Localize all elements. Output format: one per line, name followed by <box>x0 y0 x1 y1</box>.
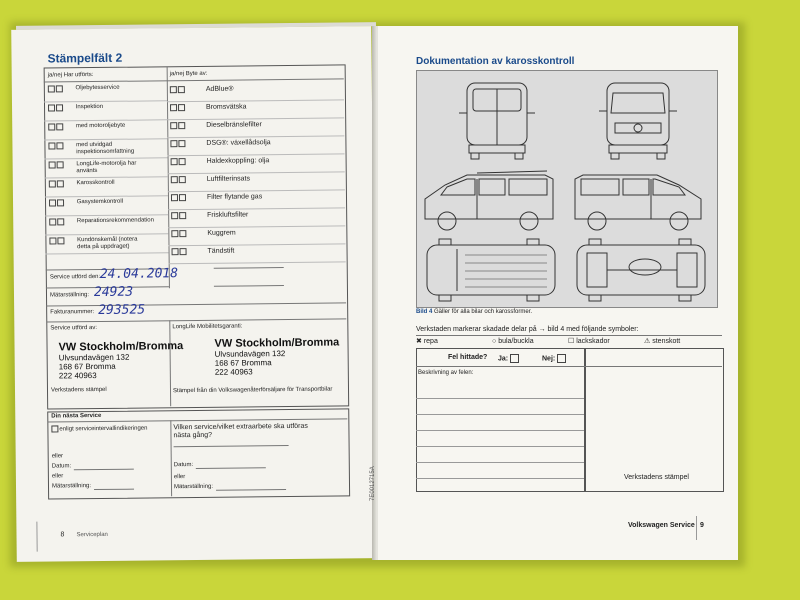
check-row <box>48 103 166 112</box>
stamp-address1: Ulvsundavägen 132 <box>214 349 286 359</box>
invoice-label: Fakturanummer: <box>50 309 95 316</box>
workshop-stamp <box>58 340 183 380</box>
service-date-label: Service utförd den: <box>49 273 101 281</box>
checkbox-yes[interactable] <box>49 161 56 168</box>
van-diagram-svg <box>417 71 717 307</box>
left-page-title: Stämpelfält 2 <box>47 50 123 66</box>
checkbox-no[interactable] <box>178 86 185 93</box>
check-row <box>172 246 342 256</box>
check-row <box>171 228 341 238</box>
mileage-label: Mätarställning: <box>51 483 92 490</box>
mileage-label: Mätarställning: <box>49 292 90 299</box>
check-row-label: Filter flytande gas <box>206 193 263 202</box>
damage-symbol-label: repa <box>423 338 438 345</box>
kaross-diagram <box>416 70 718 308</box>
date-label: Datum: <box>173 462 194 469</box>
checkbox-yes[interactable] <box>48 104 55 111</box>
check-row <box>171 192 341 202</box>
mileage-value[interactable]: 24923 <box>93 284 134 301</box>
damage-symbol-item <box>568 338 644 346</box>
checkbox-yes[interactable] <box>49 199 56 206</box>
check-row-label: AdBlue® <box>205 85 234 94</box>
checkbox-yes[interactable] <box>170 104 177 111</box>
checkbox-no[interactable] <box>178 140 185 147</box>
check-row-label: Tändstift <box>207 247 235 256</box>
check-row <box>170 138 340 148</box>
check-row-label: Luftfilterinsats <box>206 175 250 184</box>
fault-desc-label: Beskrivning av felen: <box>418 370 474 376</box>
check-row-label: Dieselbränslefilter <box>206 121 262 130</box>
side-code: 7E0012715A <box>370 466 376 501</box>
checkbox-yes[interactable] <box>49 218 56 225</box>
or-label: eller <box>173 474 186 481</box>
no-checkbox[interactable] <box>557 354 566 363</box>
stamp-name: VW Stockholm/Bromma <box>214 336 340 350</box>
checkbox-no[interactable] <box>57 161 64 168</box>
mileage-label: Mätarställning: <box>173 483 214 491</box>
checkbox-yes[interactable] <box>171 212 178 219</box>
checkbox-no[interactable] <box>57 237 64 244</box>
checkbox-no[interactable] <box>56 85 63 92</box>
checkbox-yes[interactable] <box>170 140 177 147</box>
checkbox-no[interactable] <box>179 212 186 219</box>
date-label: Datum: <box>51 463 72 470</box>
workshop-stamp-label: Verkstadens stämpel <box>50 386 107 394</box>
next-service-indicator <box>51 424 147 433</box>
no-label <box>542 354 567 363</box>
checkbox-no[interactable] <box>178 104 185 111</box>
check-row-label: Reparationsrekommendation <box>76 217 154 225</box>
left-page-number: 8 <box>60 531 65 539</box>
check-row <box>49 236 167 251</box>
check-row <box>49 160 167 175</box>
checkbox-no[interactable] <box>56 142 63 149</box>
check-row <box>170 120 340 130</box>
damage-symbol-item <box>492 338 568 346</box>
stamp-address1: Ulvsundavägen 132 <box>58 352 130 363</box>
damage-symbol-label: stenskott <box>652 338 681 345</box>
figure-caption-bold: Bild 4 <box>416 309 433 315</box>
fault-line[interactable] <box>416 446 584 447</box>
check-row-label: Bromsvätska <box>205 103 247 112</box>
service-date-value[interactable]: 24.04.2018 <box>99 266 179 282</box>
checkbox-no[interactable] <box>179 158 186 165</box>
marking-instruction: Verkstaden markerar skadade delar på → bild 4 med följande symboler: <box>416 326 639 333</box>
checkbox-no[interactable] <box>179 194 186 201</box>
left-page <box>11 26 377 562</box>
yes-text: Ja: <box>498 355 509 363</box>
damage-symbols <box>416 338 722 346</box>
van-right-side-view <box>575 175 701 230</box>
stamp-phone: 222 40963 <box>58 371 97 381</box>
checkbox-yes[interactable] <box>171 230 178 237</box>
left-page-footer: Serviceplan <box>76 531 108 539</box>
checkbox-yes[interactable] <box>48 142 55 149</box>
check-row <box>171 156 341 166</box>
damage-symbol-label: bula/buckla <box>498 338 534 345</box>
checkbox-no[interactable] <box>180 248 187 255</box>
col-left-header: ja/nej Har utförts: <box>47 72 94 79</box>
check-row-label: med utvidgad inspektionsomfattning <box>76 141 135 156</box>
right-page-title: Dokumentation av karosskontroll <box>416 56 575 67</box>
fault-line[interactable] <box>416 462 584 463</box>
checkbox-yes[interactable] <box>171 158 178 165</box>
right-page-number: 9 <box>700 522 704 529</box>
damage-symbol-item <box>644 338 720 346</box>
check-row-label: Kundönskemål (notera detta på uppdraget) <box>77 236 138 251</box>
checkbox-yes[interactable] <box>171 176 178 183</box>
col-right-header: ja/nej Byte av: <box>169 70 208 78</box>
van-rear-view <box>459 83 535 159</box>
checkbox-yes[interactable] <box>170 122 177 129</box>
van-underbody-view <box>577 239 705 301</box>
no-text: Nej: <box>542 355 556 363</box>
check-row-label: DSG®: växellådsolja <box>206 139 271 148</box>
check-row <box>48 84 166 93</box>
right-footer-brand: Volkswagen Service <box>628 522 695 529</box>
check-row-label: Oljebytesservice <box>75 84 120 92</box>
footer-rule <box>36 522 37 552</box>
figure-caption-text: Gäller för alla bilar och karossformer. <box>434 309 533 315</box>
checkbox-no[interactable] <box>57 180 64 187</box>
checkbox-yes[interactable] <box>172 248 179 255</box>
service-by-label: Service utförd av: <box>50 325 98 332</box>
check-row <box>48 122 166 131</box>
check-row <box>171 210 341 220</box>
invoice-value[interactable]: 293525 <box>98 302 146 319</box>
dealer-stamp <box>214 336 339 376</box>
checkbox-no[interactable] <box>56 123 63 130</box>
right-page <box>370 26 738 560</box>
damage-symbol-icon: ☐ <box>568 338 575 345</box>
checkbox-yes[interactable] <box>49 180 56 187</box>
check-row-label: Gasystemkontroll <box>76 198 124 206</box>
indicator-text: enligt serviceintervallindikeringen <box>59 425 148 433</box>
fault-line[interactable] <box>416 478 584 479</box>
check-row-label: Friskluftsfilter <box>207 211 249 220</box>
check-row <box>170 84 340 94</box>
footer-rule <box>696 516 697 540</box>
damage-symbol-icon: ⚠ <box>644 338 651 345</box>
van-front-view <box>599 83 677 159</box>
check-row <box>171 174 341 184</box>
fault-found-label: Fel hittade? <box>448 354 488 361</box>
stamp-address2: 168 67 Bromma <box>58 361 116 372</box>
extra-work-question: Vilken service/vilket extraarbete ska utföras nästa gång? <box>173 422 308 440</box>
figure-caption <box>416 309 532 316</box>
damage-symbol-icon: ✖ <box>416 338 422 345</box>
row-line <box>416 335 722 336</box>
stamp-name: VW Stockholm/Bromma <box>58 340 184 354</box>
dealer-stamp-label: Stämpel från din Volkswagenåterförsäljare för Transportbilar <box>172 386 333 395</box>
stamp-phone: 222 40963 <box>214 367 253 377</box>
checkbox-yes[interactable] <box>49 237 56 244</box>
check-row <box>49 198 167 207</box>
damage-symbol-label: lackskador <box>576 338 610 345</box>
check-row <box>49 217 167 226</box>
fault-line[interactable] <box>416 414 584 415</box>
fault-line[interactable] <box>416 398 584 399</box>
or-label: eller <box>51 473 64 480</box>
stamp-address2: 168 67 Bromma <box>214 358 272 368</box>
checkbox[interactable] <box>51 425 58 432</box>
check-row-label: Haldexkoppling: olja <box>206 157 270 166</box>
check-row <box>49 179 167 188</box>
checkbox-no[interactable] <box>57 218 64 225</box>
checkbox-no[interactable] <box>56 104 63 111</box>
checkbox-no[interactable] <box>179 230 186 237</box>
damage-symbol-icon: ○ <box>492 338 497 345</box>
van-top-view <box>427 239 555 301</box>
fault-line[interactable] <box>416 430 584 431</box>
longlife-label: LongLife Mobilitetsgaranti: <box>172 323 243 331</box>
check-row-label: Inspektion <box>75 103 104 111</box>
checkbox-yes[interactable] <box>48 123 55 130</box>
van-left-side-view <box>425 171 553 230</box>
checkbox-no[interactable] <box>57 199 64 206</box>
check-row <box>48 141 166 156</box>
checkbox-yes[interactable] <box>48 85 55 92</box>
yes-label <box>498 354 520 363</box>
checkbox-yes[interactable] <box>171 194 178 201</box>
check-row-label: LongLife-motorolja har använts <box>76 160 137 175</box>
workshop-stamp-label: Verkstadens stämpel <box>624 474 689 481</box>
row-line <box>416 366 722 367</box>
checkbox-no[interactable] <box>178 122 185 129</box>
stamp-box <box>584 348 724 492</box>
checkbox-no[interactable] <box>179 176 186 183</box>
or-label: eller <box>51 453 64 460</box>
check-row-label: Karosskontroll <box>76 179 115 187</box>
check-row <box>170 102 340 112</box>
next-service-title: Din nästa Service <box>51 412 102 420</box>
check-row-label: Kuggrem <box>207 229 236 238</box>
yes-checkbox[interactable] <box>510 354 519 363</box>
checkbox-yes[interactable] <box>170 86 177 93</box>
damage-symbol-item <box>416 338 492 346</box>
check-row-label: med motoroljebyte <box>75 122 126 130</box>
